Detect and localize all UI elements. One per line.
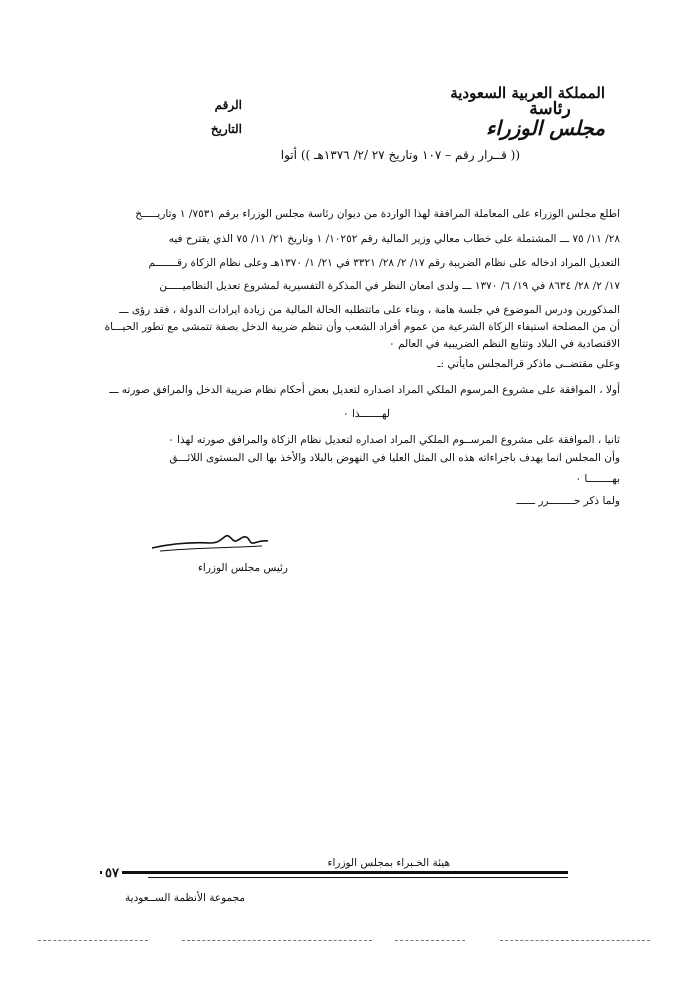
decision-reference: (( قــرار رقم – ١٠٧ وتاريخ ٢٧ /٢/ ١٣٧٦هـ )) أتوا bbox=[280, 148, 520, 162]
body-line-4: ١٧/ ٢/ ٢٨/ ٨٦٣٤ في ١٩/ ٦/ ١٣٧٠ ـــ ولدى امعان النظر في المذكرة التفسيرية لمشروع تعديل النظاميـــــن bbox=[159, 280, 620, 292]
letterhead-kingdom: المملكة العربية السعودية bbox=[450, 84, 605, 102]
body-line-12: وأن المجلس انما يهدف باجراءاته هذه الى المثل العليا في النهوض بالبلاد والأخذ بها الى المستوى اللائـــق bbox=[169, 452, 620, 464]
body-line-5: المذكورين ودرس الموضوع في جلسة هامة ، وبناء على ماتتطلبه الحالة المالية من زيادة ايرادات الدولة ، فقد رؤى ـــ bbox=[119, 304, 620, 316]
clause-second: ثانيا ، الموافقة على مشروع المرســوم الملكي المراد اصداره لتعديل نظام الزكاة والمرافق صورته لهذا ٠ bbox=[168, 434, 620, 446]
letterhead bbox=[450, 84, 605, 140]
scan-artifact bbox=[395, 940, 465, 942]
clause-first-cont: لهـــــــذا ٠ bbox=[343, 408, 390, 420]
footer-collection: مجموعة الأنظمة الســعودية bbox=[125, 892, 245, 904]
clause-first: أولا ، الموافقة على مشروع المرسوم الملكي المراد اصداره لتعديل بعض أحكام نظام ضريبة الدخل والمرافق صورته ـــ bbox=[109, 384, 620, 396]
body-line-1: اطلع مجلس الوزراء على المعاملة المرافقة لهذا الواردة من ديوان رئاسة مجلس الوزراء برقم ٧٥٣١/ ١ وتاريـــــخ bbox=[135, 208, 620, 220]
signer-title: رئيس مجلس الوزراء bbox=[197, 562, 288, 574]
scan-artifact bbox=[500, 940, 650, 942]
page-number: ٥٧ bbox=[102, 866, 122, 881]
footer-rule-thin bbox=[148, 877, 568, 878]
body-line-7: الاقتصادية في البلاد وتتابع النظم الضريبية في العالم ٠ bbox=[389, 338, 620, 350]
body-line-3: التعديل المراد ادخاله على نظام الضريبة رقم ١٧/ ٢/ ٢٨/ ٣٣٢١ في ٢١/ ١/ ١٣٧٠هـ وعلى نظام الزكاة رقـــــــم bbox=[148, 257, 620, 269]
letterhead-council: مجلس الوزراء bbox=[486, 116, 605, 140]
scan-artifact bbox=[38, 940, 148, 942]
body-line-13: بهــــــــا ٠ bbox=[575, 473, 620, 485]
date-label: التاريخ bbox=[210, 122, 242, 136]
letterhead-presidency: رئاسة bbox=[529, 99, 571, 119]
signature-mark bbox=[150, 528, 270, 558]
footer-agency: هيئة الخـبراء بمجلس الوزراء bbox=[327, 857, 450, 869]
closing-line: ولما ذكر حــــــــرر ــــــ bbox=[516, 495, 620, 507]
footer-rule bbox=[100, 871, 568, 874]
body-line-2: ٢٨/ ١١/ ٧٥ ـــ المشتملة على خطاب معالي وزير المالية رقم ١٠٢٥٢/ ١ وتاريخ ٢١/ ١١/ ٧٥ الذي يقترح فيه bbox=[168, 233, 620, 245]
number-label: الرقم bbox=[214, 98, 242, 112]
body-line-6: أن من المصلحة استيفاء الزكاة الشرعية من عموم أفراد الشعب وأن تنظم ضريبة الدخل بصفة تتمشى مع تطور الحيـــاة bbox=[104, 321, 620, 333]
body-line-8: وعلى مقتضــى ماذكر قرالمجلس مايأتي :ـ bbox=[437, 358, 620, 370]
scan-artifact bbox=[182, 940, 372, 942]
